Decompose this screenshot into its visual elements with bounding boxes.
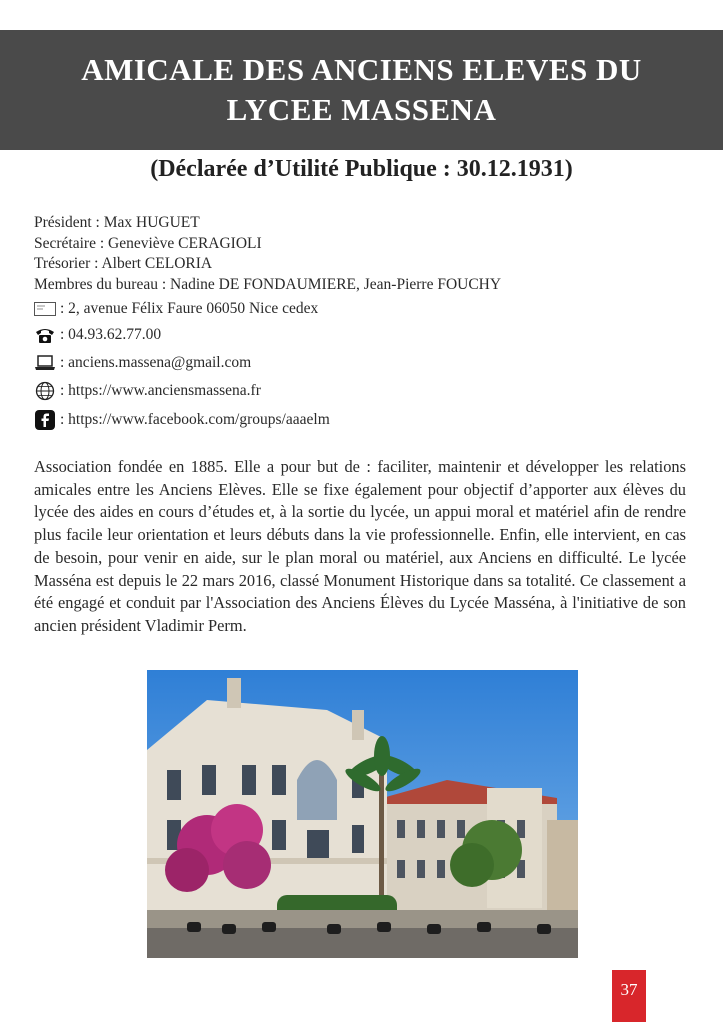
website-link[interactable]: : https://www.anciensmassena.fr (60, 382, 261, 399)
website-row (34, 380, 694, 402)
phone-row (34, 324, 694, 346)
email-row (34, 352, 694, 374)
facebook-link[interactable]: : https://www.facebook.com/groups/aaaelm (60, 411, 330, 428)
laptop-icon (34, 353, 56, 373)
treasurer-line: Trésorier : Albert CELORIA (34, 255, 213, 272)
subtitle: (Déclarée d’Utilité Publique : 30.12.1931) (150, 156, 573, 182)
page-title: AMICALE DES ANCIENS ELEVES DU LYCEE MASSENA (81, 52, 642, 127)
secretary-line: Secrétaire : Geneviève CERAGIOLI (34, 234, 262, 252)
email-link[interactable]: : anciens.massena@gmail.com (60, 354, 252, 371)
board-members-line: Membres du bureau : Nadine DE FONDAUMIERE, Jean-Pierre FOUCHY (34, 275, 502, 293)
envelope-icon (34, 299, 56, 319)
lycee-massena-photo (147, 670, 578, 958)
association-description: Association fondée en 1885. Elle a pour but de : faciliter, maintenir et développer les relations amicales entre les Anciens Elèves. Elle se fixe également pour objectif d’apporter aux élèves du lycée des aides en cours d’études et, à la sortie du lycée, un appui moral et matériel afin de rendre plus facile leur orientation et leurs débuts dans la vie professionnelle. Enfin, elle intervient, en cas de besoin, pour venir en aide, sur le plan moral ou matériel, aux Anciens en difficulté. Le lycée Masséna est depuis le 22 mars 2016, classé Monument Historique dans sa totalité. Ce classement a été engagé et conduit par l'Association des Anciens Élèves du Lycée Masséna, à l'initiative de son ancien président Vladimir Perm. (34, 457, 686, 635)
address-row (34, 298, 694, 320)
page-number: 37 (612, 970, 646, 1022)
president-line: Président : Max HUGUET (34, 214, 200, 231)
phone-text: : 04.93.62.77.00 (60, 326, 162, 343)
facebook-row (34, 409, 694, 431)
officers-list (34, 213, 694, 295)
address-text: : 2, avenue Félix Faure 06050 Nice cedex (60, 300, 319, 317)
globe-icon (34, 381, 56, 401)
header-banner (0, 30, 723, 150)
facebook-icon (34, 410, 56, 430)
telephone-icon (34, 325, 56, 345)
